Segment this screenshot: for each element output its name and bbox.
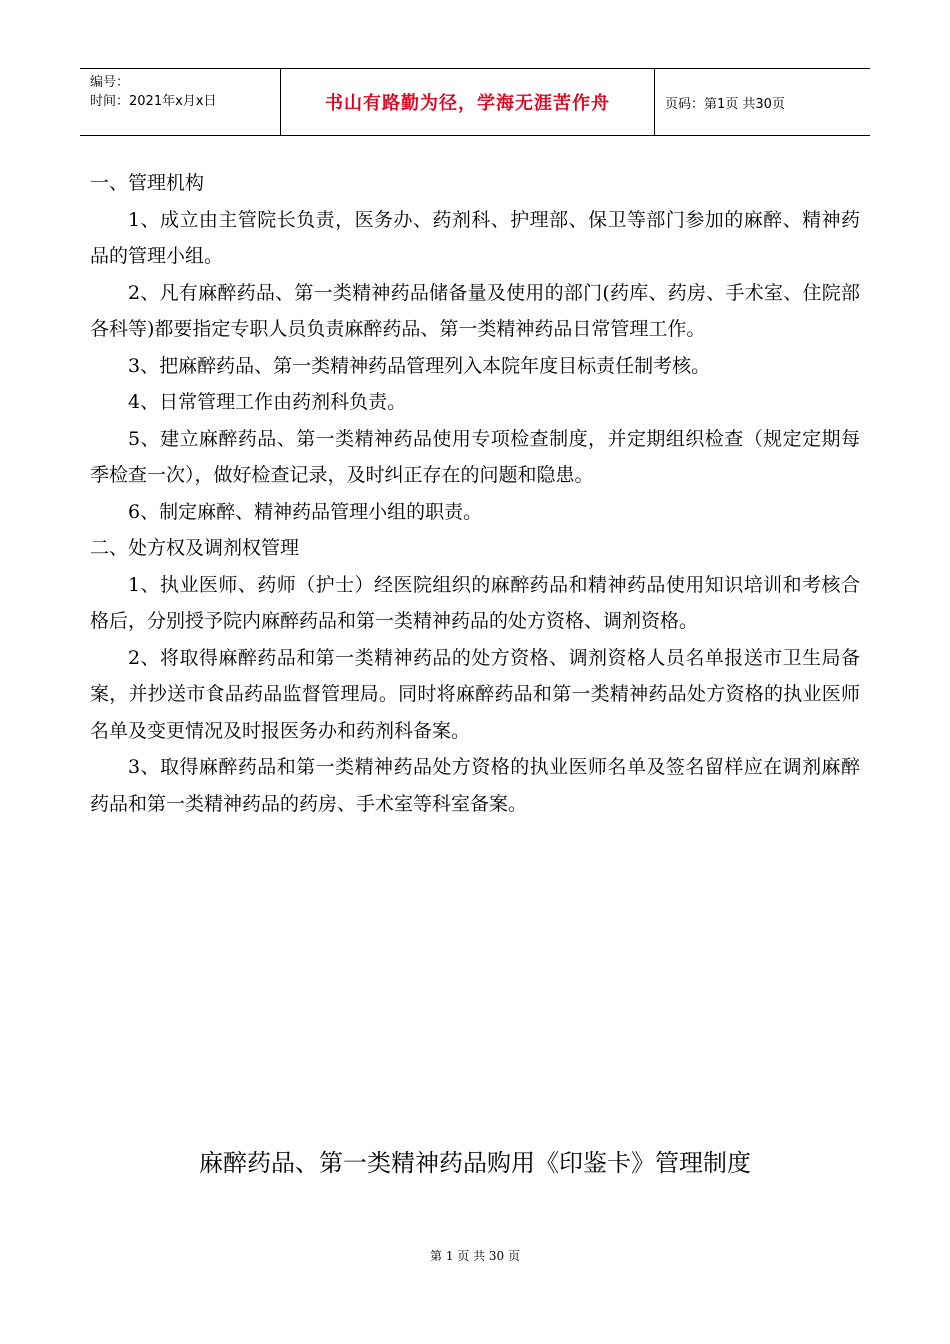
section1-paragraph: 4、日常管理工作由药剂科负责。: [128, 391, 407, 413]
section1-paragraph: 5、建立麻醉药品、第一类精神药品使用专项检查制度，并定期组织检查（规定定期每季检查一次），做好检查记录，及时纠正存在的问题和隐患。: [90, 427, 860, 486]
section-heading-1: 一、管理机构: [90, 172, 205, 194]
document-body: [90, 165, 860, 822]
section1-paragraph: 6、制定麻醉、精神药品管理小组的职责。: [128, 500, 483, 523]
document-date-label: 时间：2021年x月x日: [90, 94, 217, 109]
section1-paragraph: 2、凡有麻醉药品、第一类精神药品储备量及使用的部门(药库、药房、手术室、住院部各科等)都要指定专职人员负责麻醉药品、第一类精神药品日常管理工作。: [90, 281, 860, 340]
section1-paragraph: 3、把麻醉药品、第一类精神药品管理列入本院年度目标责任制考核。: [128, 354, 711, 377]
header-page-info: 页码：第1页 共30页: [665, 96, 785, 112]
section1-paragraph: 1、成立由主管院长负责，医务办、药剂科、护理部、保卫等部门参加的麻醉、精神药品的管理小组。: [90, 208, 860, 267]
header-motto: 书山有路勤为径，学海无涯苦作舟: [281, 69, 655, 135]
page-footer: 第 1 页 共 30 页: [430, 1249, 520, 1263]
page-header: [80, 68, 870, 136]
section-heading-2: 二、处方权及调剂权管理: [90, 537, 300, 559]
next-document-title: 麻醉药品、第一类精神药品购用《印鉴卡》管理制度: [199, 1149, 751, 1177]
document-number-label: 编号：: [90, 75, 130, 90]
header-meta-cell: [80, 69, 281, 135]
section2-paragraph: 3、取得麻醉药品和第一类精神药品处方资格的执业医师名单及签名留样应在调剂麻醉药品和第一类精神药品的药房、手术室等科室备案。: [90, 756, 860, 815]
section2-paragraph: 1、执业医师、药师（护士）经医院组织的麻醉药品和精神药品使用知识培训和考核合格后，分别授予院内麻醉药品和第一类精神药品的处方资格、调剂资格。: [90, 573, 860, 632]
section2-paragraph: 2、将取得麻醉药品和第一类精神药品的处方资格、调剂资格人员名单报送市卫生局备案，并抄送市食品药品监督管理局。同时将麻醉药品和第一类精神药品处方资格的执业医师名单及变更情况及时报医务办和药剂科备案。: [90, 646, 860, 742]
